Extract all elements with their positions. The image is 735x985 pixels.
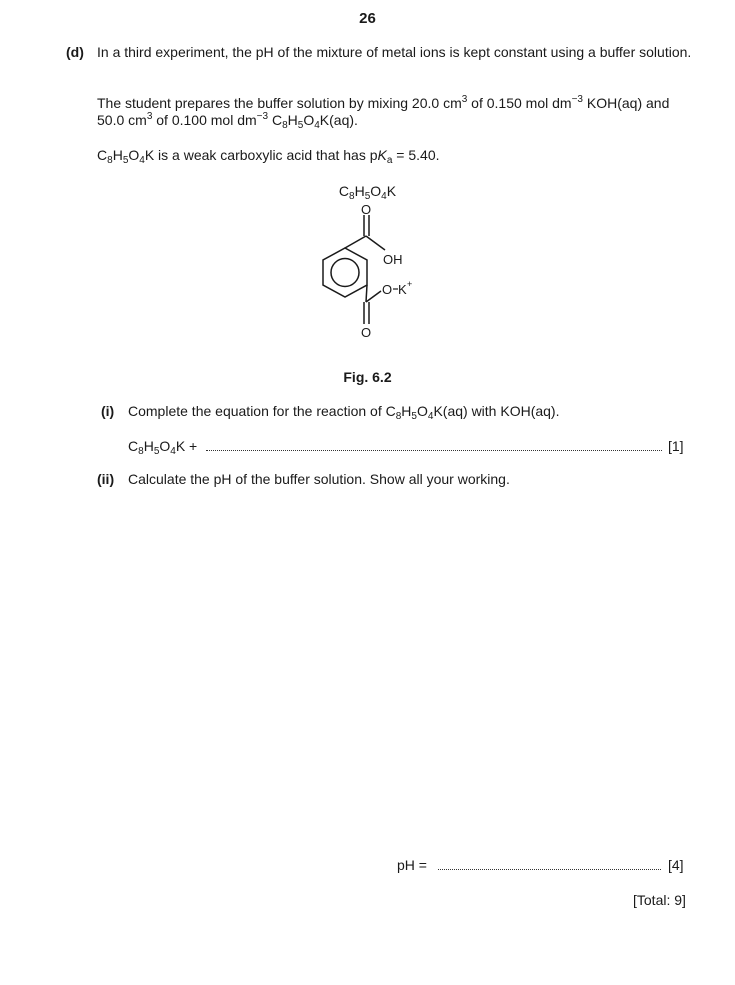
bond-ring-to-upper-carbon xyxy=(345,236,366,248)
bond-to-oh xyxy=(366,236,385,250)
bond-to-o-minus xyxy=(366,291,381,302)
part-intro-text: In a third experiment, the pH of the mixture of metal ions is kept constant using a buffer solution. xyxy=(97,44,692,60)
question-i-text: Complete the equation for the reaction of $C_8H_5O_4K(aq)$ with KOH(aq). xyxy=(128,403,560,422)
potassium-label: K xyxy=(398,282,407,297)
benzene-inner-circle xyxy=(331,259,359,287)
question-i-label: (i) xyxy=(101,403,115,419)
question-ii-label: (ii) xyxy=(97,471,115,487)
question-i-formula: $C_8H_5O_4K$ xyxy=(385,403,443,422)
equation-answer-line[interactable] xyxy=(206,450,662,451)
question-ii-text: Calculate the pH of the buffer solution. Show all your working. xyxy=(128,471,510,487)
total-marks: [Total: 9] xyxy=(633,892,686,908)
figure-caption: Fig. 6.2 xyxy=(343,369,392,385)
page-number: 26 xyxy=(359,10,376,27)
ph-answer-label: pH = xyxy=(397,857,427,873)
buffer-preparation-text: The student prepares the buffer solution by mixing 20.0 $cm^3$ of 0.150 mol $dm^{-3}$ KOH(aq) and 50.0 $cm^3$ of 0.100 mol $dm^{-3}$ $C_8H_5O_4K(aq)$. xyxy=(97,94,670,131)
question-ii-marks: [4] xyxy=(668,857,684,873)
acid-formula: $C_8H_5O_4K$ xyxy=(97,147,155,166)
buffer-formula: $C_8H_5O_4K$ xyxy=(271,112,330,131)
figure-formula: $C_8H_5O_4K$ xyxy=(338,183,397,202)
acid-description: $C_8H_5O_4K$ is a weak carboxylic acid that has $pK_a = 5.40$. xyxy=(97,147,440,166)
question-i-marks: [1] xyxy=(668,438,684,454)
lower-oxygen-label: O xyxy=(361,325,372,340)
equation-left-side: $C_8H_5O_4K$ + xyxy=(128,438,198,457)
structural-formula-diagram xyxy=(290,205,440,345)
upper-oxygen-label: O xyxy=(361,205,372,217)
potassium-charge-label: + xyxy=(407,279,413,289)
o-minus-label: O xyxy=(382,282,393,297)
ph-answer-line[interactable] xyxy=(438,869,661,870)
oh-label: OH xyxy=(383,252,403,267)
bond-ring-to-lower-carbon xyxy=(366,285,367,302)
part-label: (d) xyxy=(66,44,84,60)
benzene-ring xyxy=(323,248,367,297)
